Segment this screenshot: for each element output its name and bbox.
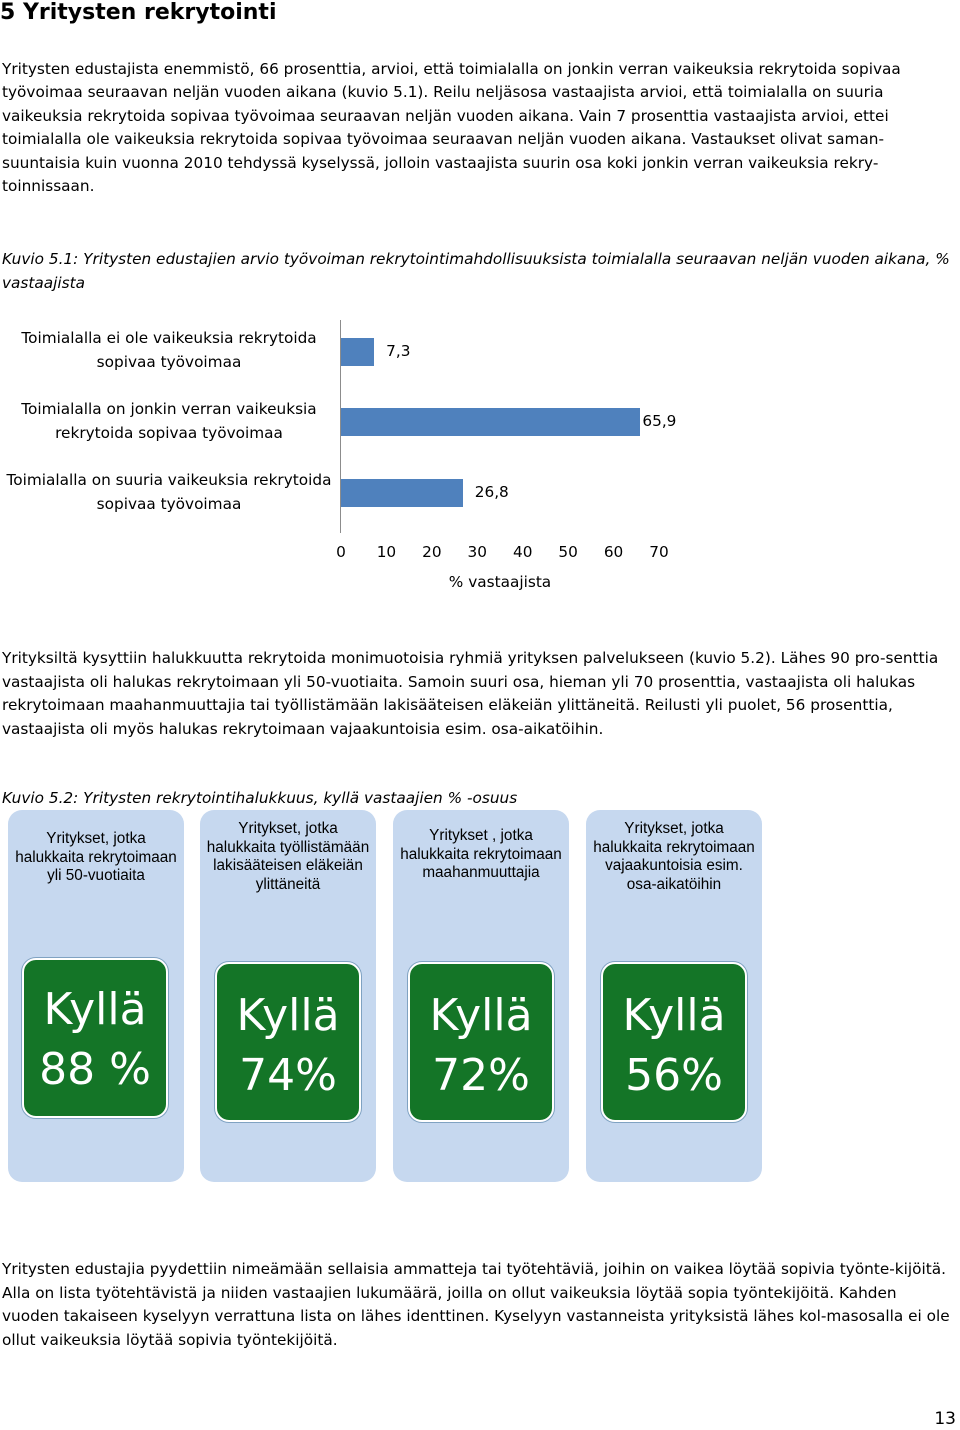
yes-box-4: [601, 962, 747, 1122]
bar-chart: [0, 320, 960, 610]
x-tick-30: 30: [467, 543, 488, 561]
yes-value-2: 74%: [239, 1050, 337, 1101]
page-number: 13: [934, 1409, 956, 1429]
value-label-2: 65,9: [642, 412, 677, 430]
column-title-3: Yritykset , jotka halukkaita rekrytoimaan maahanmuuttajia: [400, 827, 562, 881]
yes-word-3: Kyllä: [429, 990, 533, 1041]
x-tick-0: 0: [336, 543, 346, 561]
value-label-1: 7,3: [386, 342, 411, 360]
x-tick-20: 20: [422, 543, 442, 561]
bar-3: [341, 479, 463, 507]
yes-word-2: Kyllä: [236, 990, 340, 1041]
page-heading: 5 Yritysten rekrytointi: [0, 0, 277, 25]
paragraph-2: Yrityksiltä kysyttiin halukkuutta rekrytoida monimuotoisia ryhmiä yrityksen palvelukseen (kuvio 5.2). Lähes 90 pro-senttia vastaajista oli halukas rekrytoimaan yli 50-vuotiaita. Samoin suuri osa, hieman yli 70 prosenttia, vastaajista oli halukas rekrytoimaan maahanmuuttajia tai työllistämään lakisääteisen eläkeiän ylittäneitä. Reilusti yli puolet, 56 prosenttia, vastaajista oli myös halukas rekrytoimaan vajaakuntoisia esim. osa-aikatöihin.: [2, 649, 939, 738]
yes-value-1: 88 %: [39, 1044, 151, 1095]
yes-box-3: [408, 962, 554, 1122]
figure2-caption: Kuvio 5.2: Yritysten rekrytointihalukkuus, kyllä vastaajien % -osuus: [2, 789, 518, 807]
yes-value-3: 72%: [432, 1050, 530, 1101]
x-tick-50: 50: [558, 543, 578, 561]
x-tick-10: 10: [376, 543, 397, 561]
yes-word-4: Kyllä: [622, 990, 726, 1041]
yes-box-1: [22, 958, 168, 1118]
bar-2: [341, 408, 640, 436]
x-tick-40: 40: [512, 543, 533, 561]
bar-1: [341, 338, 374, 366]
category-label-2: Toimialalla on jonkin verran vaikeuksia rekrytoida sopivaa työvoimaa: [21, 400, 317, 442]
intro-paragraph: Yritysten edustajista enemmistö, 66 prosenttia, arvioi, että toimialalla on jonkin verran vaikeuksia rekrytoida sopivaa työvoimaa seuraavan neljän vuoden aikana (kuvio 5.1). Reilu neljäsosa vastaajista arvioi, että toimialalla on suuria vaikeuksia rekrytoida sopivaa työvoimaa seuraavan neljän vuoden aikana. Vain 7 prosenttia vastaajista arvioi, ettei toimialalla ole vaikeuksia rekrytoida sopivaa työvoimaa seuraavan neljän vuoden aikana. Vastaukset olivat saman-suuntaisia kuin vuonna 2010 tehdyssä kyselyssä, jolloin vastaajista suurin osa koki jonkin verran vaikeuksia rekry-toinnissaan.: [2, 60, 901, 196]
yes-box-2: [215, 962, 361, 1122]
column-title-4: Yritykset, jotka halukkaita rekrytoimaan vajaakuntoisia esim. osa-aikatöihin: [593, 820, 755, 893]
x-tick-70: 70: [649, 543, 669, 561]
x-axis-label: % vastaajista: [448, 573, 552, 591]
x-tick-60: 60: [603, 543, 624, 561]
yes-word-1: Kyllä: [43, 984, 147, 1035]
category-label-3: Toimialalla on suuria vaikeuksia rekrytoida sopivaa työvoimaa: [6, 471, 332, 513]
value-label-3: 26,8: [474, 483, 509, 501]
paragraph-3: Yritysten edustajia pyydettiin nimeämään sellaisia ammatteja tai työtehtäviä, joihin on vaikea löytää sopivia työnte-kijöitä. Alla on lista työtehtävistä ja niiden vastaajien lukumäärä, joilla on ollut vaikeuksia löytää sopia työntekijöitä. Kahden vuoden takaiseen kyselyyn verrattuna lista on lähes identtinen. Kyselyyn vastanneista yrityksistä lähes kol-masosalla ei ole ollut vaikeuksia löytää sopivia työntekijöitä.: [2, 1260, 950, 1349]
category-label-1: Toimialalla ei ole vaikeuksia rekrytoida sopivaa työvoimaa: [21, 329, 317, 371]
figure1-caption: Kuvio 5.1: Yritysten edustajien arvio työvoiman rekrytointimahdollisuuksista toimialalla seuraavan neljän vuoden aikana, % vastaajista: [2, 250, 950, 292]
column-title-2: Yritykset, jotka halukkaita työllistämään lakisääteisen eläkeiän ylittäneitä: [206, 820, 370, 893]
yes-value-4: 56%: [625, 1050, 723, 1101]
column-title-1: Yritykset, jotka halukkaita rekrytoimaan yli 50-vuotiaita: [15, 830, 177, 884]
